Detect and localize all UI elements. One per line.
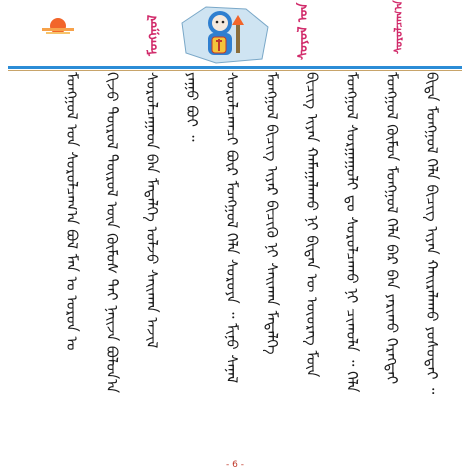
text-column: ᠪᠢᠳᠡ ᠮᠣᠩᠭᠣᠯ ᠬᠡᠯᠡ ᠪᠢᠴᠢᠭ ᠢᠶᠡᠨ ᠬᠠᠢᠷᠠᠯᠠᠬᠤ ᠶᠣᠰᠣᠲᠠᠢ ᠃	[423, 72, 441, 395]
text-column: ᠮᠣᠩᠭᠣᠯ ᠤᠨ ᠰᠤᠷᠤᠯᠴᠠᠭ᠎ᠠ ᠪᠣᠯ ᠮᠠᠨ ᠤ ᠣᠷᠣᠨ ᠤ	[63, 72, 81, 351]
text-column: ᠮᠣᠩᠭᠣᠯ ᠪᠢᠴᠢᠭ ᠢᠶᠡᠷ ᠪᠢᠴᠢᠬᠦ ᠨᠢ ᠰᠠᠢᠬᠠᠨ ᠮᠡᠳᠡᠯᠭᠡ	[263, 72, 281, 355]
text-column: ᠬᠢᠵᠦ ᠲᠥᠷᠥᠯ ᠲᠥᠷᠥᠯ ᠦᠨ ᠬᠦᠮᠦᠰ ᠲᠡᠢ ᠨᠠᠢᠵᠠ ᠪᠣᠯᠤᠨ᠎ᠠ	[103, 72, 121, 394]
mongolian-vertical-text	[0, 72, 470, 458]
header-divider	[8, 66, 462, 69]
header-title-right: ᠰᠤᠷᠤᠯᠴᠠᠭ᠎ᠠ	[392, 0, 405, 54]
page-number: - 6 -	[226, 460, 244, 470]
text-column: ᠰᠤᠷᠤᠯᠴᠠᠭᠠᠳ ᠪᠠᠨ ᠮᠡᠳᠡᠯᠭᠡ ᠣᠯᠵᠤ ᠰᠠᠢᠬᠠᠨ ᠠᠵᠢᠯ	[143, 72, 161, 349]
header-title-mid: ᠰᠣᠶᠤᠯ ᠤᠨ	[296, 2, 311, 60]
page-header	[0, 0, 470, 62]
header-title-left: ᠮᠣᠩᠭᠣᠯ	[146, 14, 161, 56]
text-column: ᠰᠤᠷᠤᠯᠴᠠᠭᠴᠢ ᠪᠦᠷ ᠮᠣᠩᠭᠣᠯ ᠬᠡᠯᠡ ᠰᠤᠷᠤᠶᠠ ᠃ ᠮᠢᠨᠤ ᠰᠠᠨᠠᠯ	[223, 72, 241, 384]
text-column: ᠮᠣᠩᠭᠣᠯ ᠰᠤᠷᠭᠠᠭᠤᠯᠢ ᠳᠤ ᠰᠤᠷᠤᠯᠴᠠᠬᠤ ᠨᠢ ᠴᠢᠬᠤᠯᠠ ᠃ ᠬᠡᠯᠡ	[343, 72, 361, 393]
text-column: ᠮᠣᠩᠭᠣᠯ ᠬᠦᠮᠦᠨ ᠮᠣᠩᠭᠣᠯ ᠬᠡᠯᠡ ᠪᠡᠷ ᠪᠡᠨ ᠶᠠᠷᠢᠬᠤ ᠬᠡᠷᠡᠭᠲᠡᠢ	[383, 72, 401, 385]
header-divider-accent	[8, 70, 462, 71]
text-column: ᠪᠢᠴᠢᠭ ᠢᠶᠡᠨ ᠬᠠᠮᠠᠭᠠᠯᠠᠬᠤ ᠨᠢ ᠪᠢᠳᠡᠨ ᠦ ᠦᠦᠷᠡᠭ ᠮᠥᠨ	[303, 72, 321, 378]
mascot-badge-icon	[176, 3, 271, 65]
sunrise-logo-icon	[38, 10, 78, 40]
text-column: ᠶᠠᠭᠤ ᠪᠤᠢ ᠃	[183, 72, 201, 142]
